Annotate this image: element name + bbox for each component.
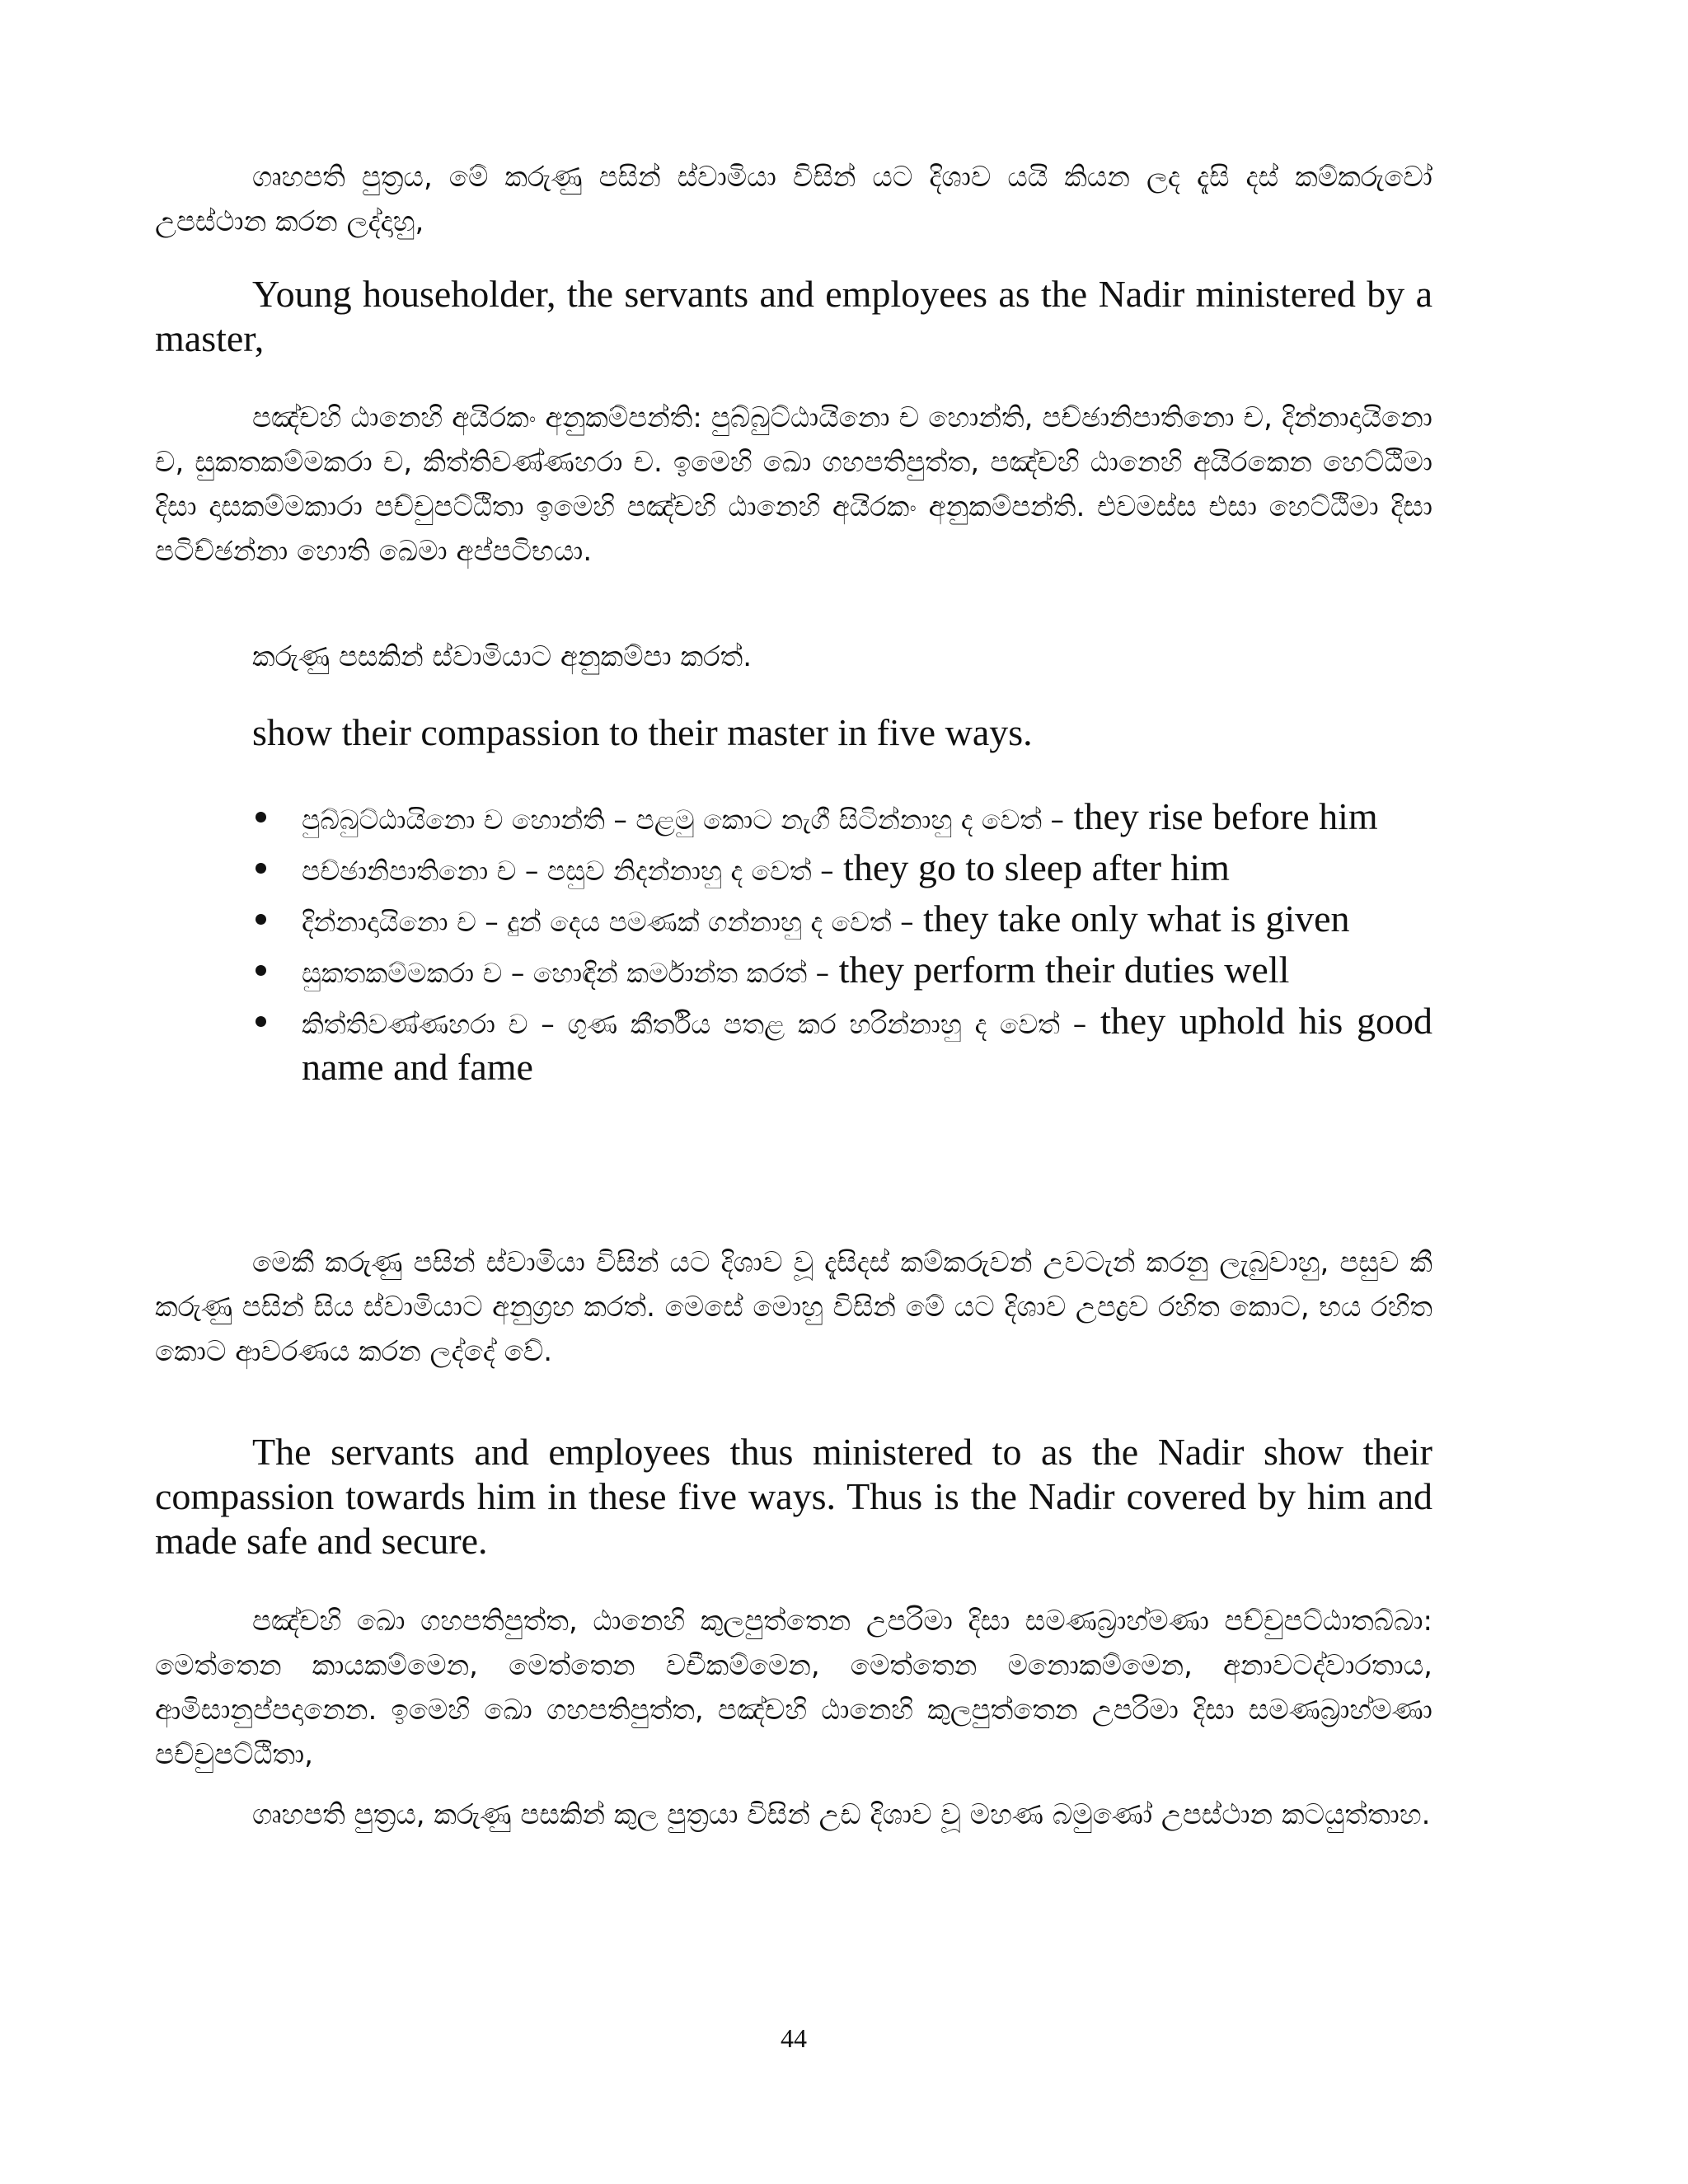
bullet-icon	[256, 1016, 266, 1027]
sinhala-paragraph-3: මෙකී කරුණු පසින් ස්වාමියා විසින් යට දිශාව වූ දැසිදස් කම්කරුවන් උවටැන් කරනු ලැබුවාහු, පසුව කී කරුණු පසින් සිය ස්වාමියාට අනුග්‍රහ කරත්. මෙසේ මොහු විසින් මේ යට දිශාව උපද්‍රව රහිත කොට, භය රහිත කොට ආවරණය කරන ලද්දේ වේ.	[155, 1246, 1432, 1368]
bullet-item	[155, 1000, 1432, 1089]
bullet-icon	[256, 965, 266, 976]
bullet-sinhala: දින්නාදායිනො ච – දුන් දෙය පමණක් ගන්නාහු ද වෙත් –	[302, 906, 914, 938]
pali-paragraph-1: පඤ්චහි ඨානෙහි අයිරකං අනුකම්පන්ති: පුබ්බුට්ඨායිනො ච හොන්ති, පච්ඡානිපාතිනො ච, දින්නාදායිනො ච, සුකතකම්මකරා ච, කිත්තිවණ්ණහරා ච. ඉමෙහි ඛො ගහපතිපුත්ත, පඤ්චහි ඨානෙහි අයිරකෙන හෙට්ඨිමා දිසා දාසකම්මකාරා පච්චුපට්ඨිතා ඉමෙහි පඤ්චහි ඨානෙහි අයිරකං අනුකම්පන්ති. එවමස්ස එසා හෙට්ඨිමා දිසා පටිච්ඡන්නා හොති ඛෙමා අප්පටිභයා.	[155, 401, 1432, 568]
bullet-icon	[256, 863, 266, 874]
pali-paragraph-2: පඤ්චහි ඛො ගහපතිපුත්ත, ඨානෙහි කුලපුත්තෙන උපරිමා දිසා සමණබ්‍රාහ්මණා පච්චුපට්ඨාතබ්බා: මෙත්තෙන කායකම්මෙන, මෙත්තෙන වචීකම්මෙන, මෙත්තෙන මනොකම්මෙන, අනාවටද්වාරතාය, ආමිසානුප්පදානෙන. ඉමෙහි ඛො ගහපතිපුත්ත, පඤ්චහි ඨානෙහි කුලපුත්තෙන උපරිමා දිසා සමණබ්‍රාහ්මණා පච්චුපට්ඨිතා,	[155, 1605, 1432, 1771]
bullet-english: they perform their duties well	[838, 949, 1290, 991]
english-paragraph-2: show their compassion to their master in five ways.	[252, 711, 1033, 753]
sinhala-paragraph-4: ගෘහපති පුත්‍රය, කරුණු පසකින් කුල පුත්‍රයා විසින් උඩ දිශාව වූ මහණ බමුණෝ උපස්ථාන කටයුත්තාහ.	[252, 1798, 1431, 1831]
bullet-sinhala: සුකතකම්මකරා ච – හොඳින් කර්මාන්ත කරත් –	[302, 957, 830, 989]
bullet-item	[155, 898, 1432, 944]
bullet-sinhala: පච්ඡානිපාතිනො ච – පසුව නිදන්නාහු ද වෙත් –	[302, 855, 834, 887]
bullet-sinhala: පුබ්බුට්ඨායිනො ච හොන්ති – පළමු කොට නැගී සිටින්නාහු ද වෙත් –	[302, 804, 1065, 836]
bullet-item	[155, 795, 1432, 841]
bullet-item	[155, 846, 1432, 893]
english-paragraph-3: The servants and employees thus ministered to as the Nadir show their compassion towards him in these five ways. Thus is the Nadir covered by him and made safe and secure.	[155, 1431, 1432, 1562]
bullet-icon	[256, 914, 266, 925]
sinhala-paragraph-2: කරුණු පසකින් ස්වාමියාට අනුකම්පා කරත්.	[252, 640, 753, 673]
bullet-icon	[256, 812, 266, 823]
sinhala-paragraph-1: ගෘහපති පුත්‍රය, මේ කරුණු පසින් ස්වාමියා විසින් යට දිශාව යයි කියන ලද දැසි දස් කම්කරුවෝ උපස්ථාන කරන ලද්දාහු,	[155, 161, 1432, 238]
page-number: 44	[781, 2023, 807, 2053]
bullet-item	[155, 949, 1432, 995]
bullet-english: they rise before him	[1073, 795, 1378, 837]
bullet-sinhala: කිත්තිවණ්ණහරා ච – ගුණ කීර්තිය පතළ කර හරින්නාහු ද වෙත් –	[302, 1008, 1087, 1040]
bullet-english: they take only what is given	[923, 898, 1350, 940]
bullet-list	[155, 795, 1432, 1094]
bullet-english: they go to sleep after him	[843, 846, 1230, 888]
bullet-english: they uphold his good name and fame	[302, 1000, 1433, 1088]
english-paragraph-1: Young householder, the servants and employees as the Nadir ministered by a master,	[155, 273, 1432, 359]
document-page	[155, 0, 1432, 2184]
